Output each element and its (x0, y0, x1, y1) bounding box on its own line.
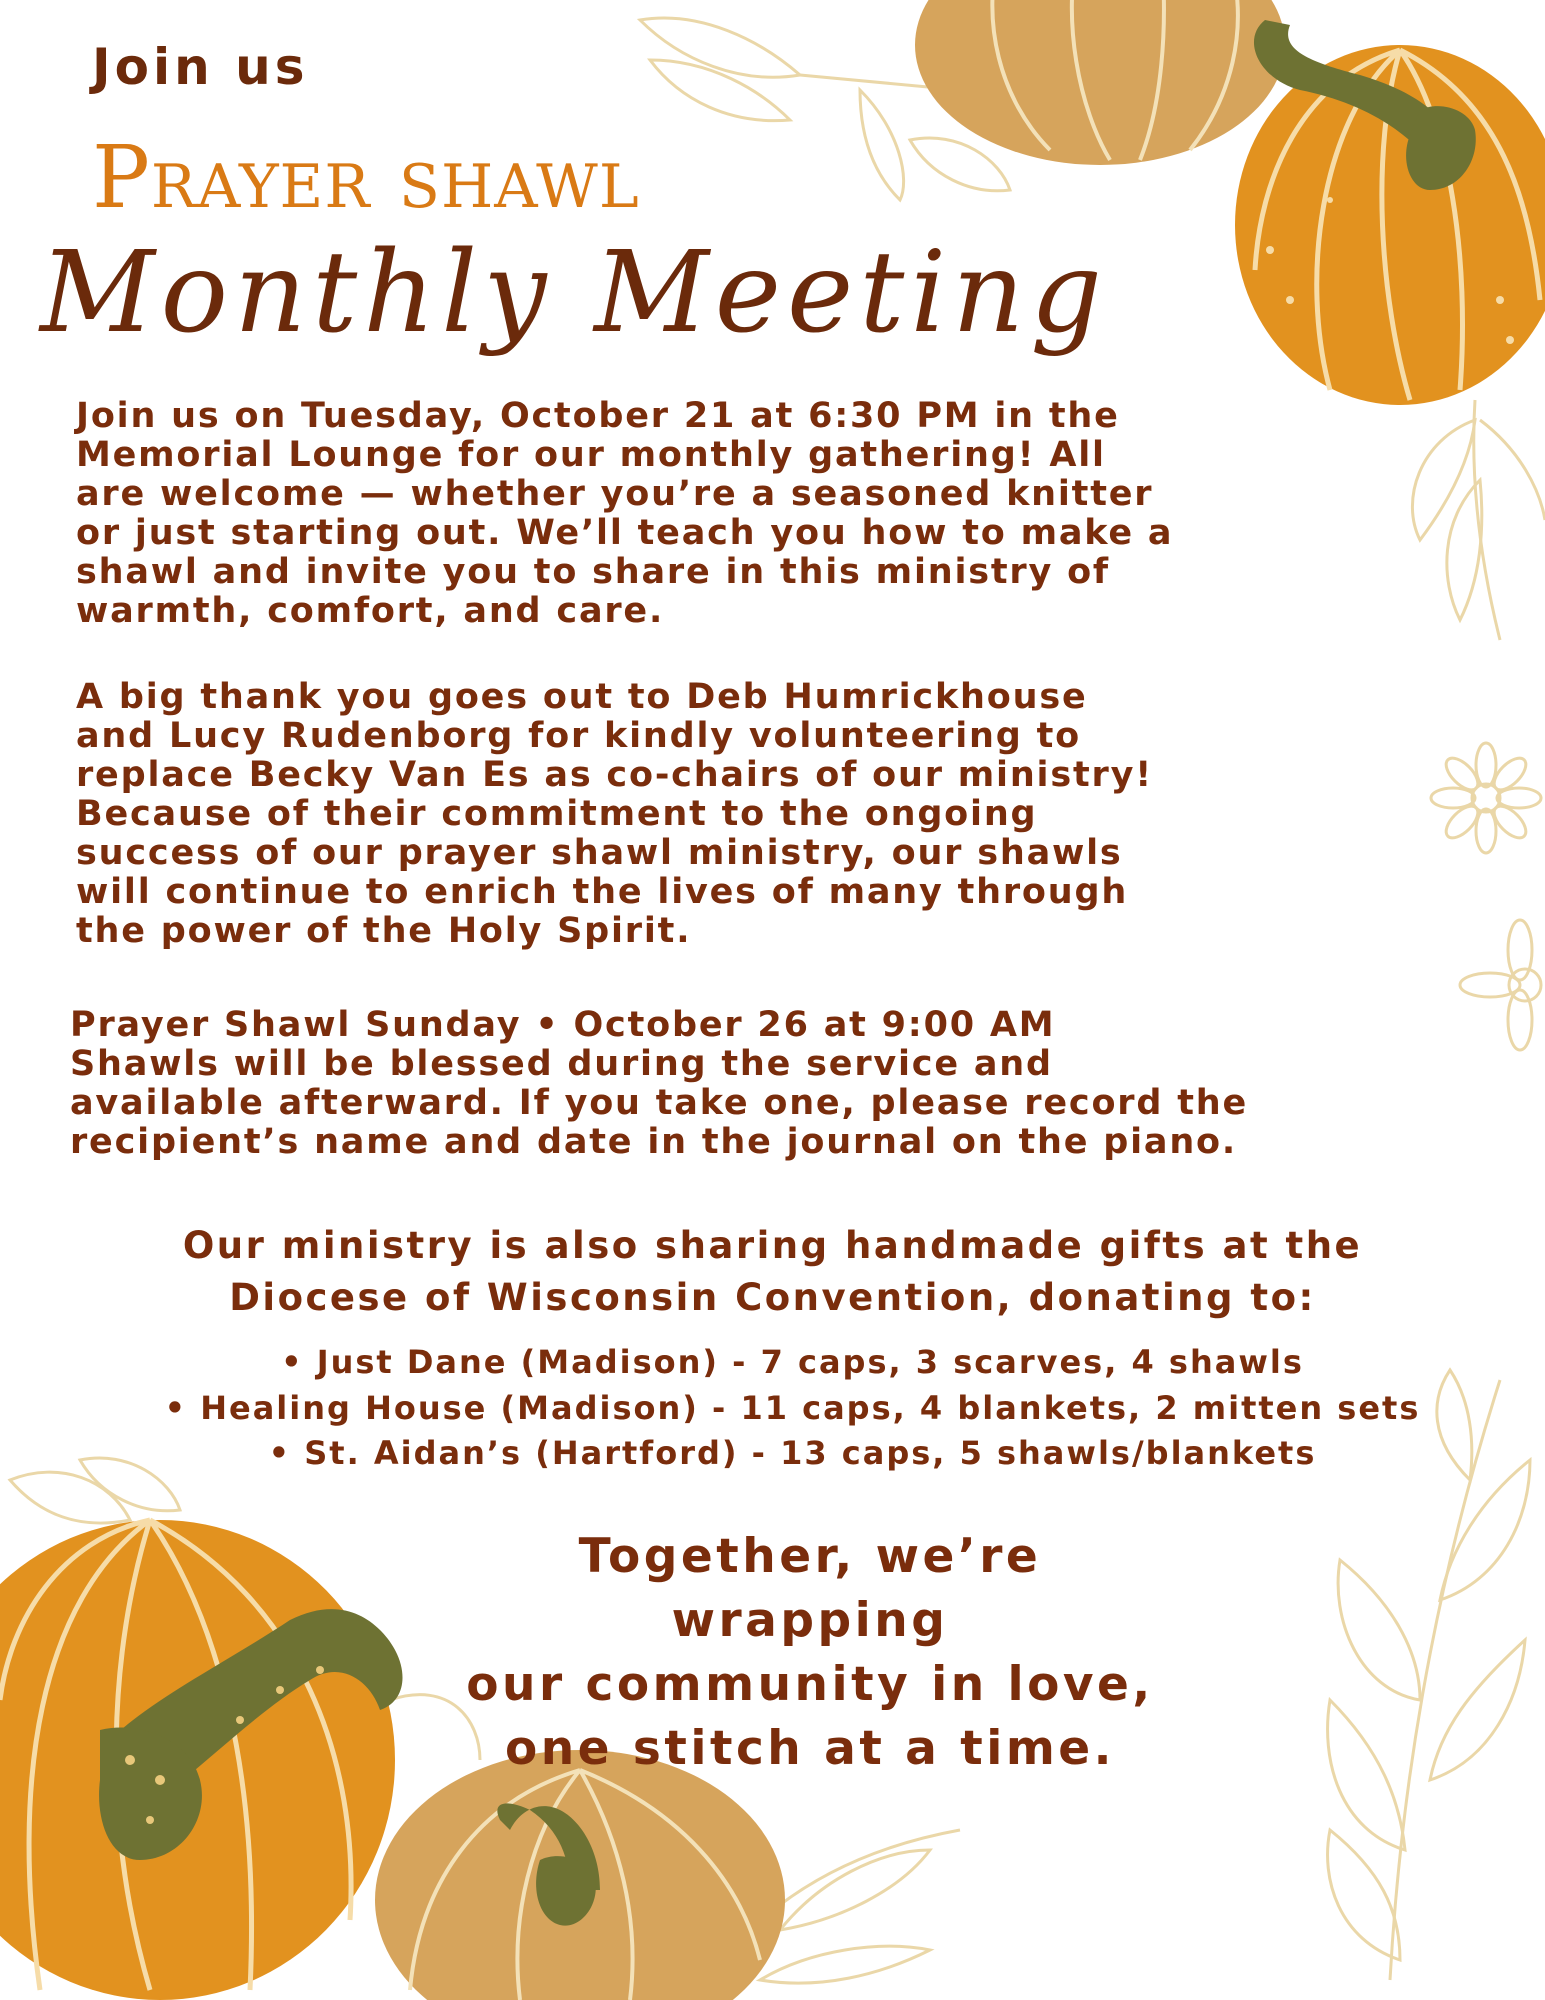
gift-list-item: • Just Dane (Madison) - 7 caps, 3 scarves, 4 shawls (281, 1343, 1304, 1381)
text-line: are welcome — whether you’re a seasoned knitter (76, 474, 1154, 514)
pumpkin-icon (915, 0, 1285, 165)
gifts-intro (0, 1220, 1545, 1324)
text-line: shawl and invite you to share in this ministry of (76, 552, 1110, 592)
gift-list-item: • Healing House (Madison) - 11 caps, 4 blankets, 2 mitten sets (164, 1389, 1421, 1427)
text-line: and Lucy Rudenborg for kindly volunteering to (76, 716, 1081, 756)
flower-icon (1460, 920, 1541, 1050)
pumpkin-icon (1235, 20, 1545, 405)
text-line: warmth, comfort, and care. (76, 591, 665, 631)
text-line: Shawls will be blessed during the service and (70, 1044, 1053, 1084)
leaf-icon (1412, 400, 1545, 640)
text-line: one stitch at a time. (504, 1721, 1116, 1776)
text-line: success of our prayer shawl ministry, our shawls (76, 833, 1123, 873)
text-line: will continue to enrich the lives of many through (76, 872, 1129, 912)
text-line: A big thank you goes out to Deb Humrickhouse (76, 677, 1088, 717)
pumpkin-icon (375, 1750, 785, 2000)
text-line: Diocese of Wisconsin Convention, donating to: (229, 1276, 1316, 1319)
shawl-sunday-paragraph (70, 1006, 1360, 1162)
page-title: Prayer shawl (92, 128, 640, 228)
text-line: Together, we’re wrapping (578, 1529, 1042, 1648)
text-line: available afterward. If you take one, please record the (70, 1083, 1248, 1123)
flower-icon (1431, 743, 1541, 853)
closing-message (460, 1525, 1160, 1781)
text-line: our community in love, (466, 1657, 1154, 1712)
gift-list-item: • St. Aidan’s (Hartford) - 13 caps, 5 shawls/blankets (268, 1434, 1317, 1472)
text-line: Our ministry is also sharing handmade gifts at the (182, 1224, 1363, 1267)
text-line: Because of their commitment to the ongoing (76, 794, 1038, 834)
text-line: recipient’s name and date in the journal on the piano. (70, 1122, 1237, 1162)
meeting-paragraph (76, 397, 1366, 631)
text-line: Join us on Tuesday, October 21 at 6:30 PM in the (76, 396, 1120, 436)
text-line: the power of the Holy Spirit. (76, 911, 692, 951)
pumpkin-icon (0, 1520, 403, 2000)
thank-you-paragraph (76, 678, 1366, 951)
text-line: Prayer Shawl Sunday • October 26 at 9:00 AM (70, 1005, 1056, 1045)
text-line: replace Becky Van Es as co-chairs of our ministry! (76, 755, 1153, 795)
text-line: Memorial Lounge for our monthly gathering! All (76, 435, 1106, 475)
text-line: or just starting out. We’ll teach you how to make a (76, 513, 1174, 553)
page-subtitle: Monthly Meeting (40, 228, 1108, 358)
join-heading: Join us (92, 38, 309, 96)
